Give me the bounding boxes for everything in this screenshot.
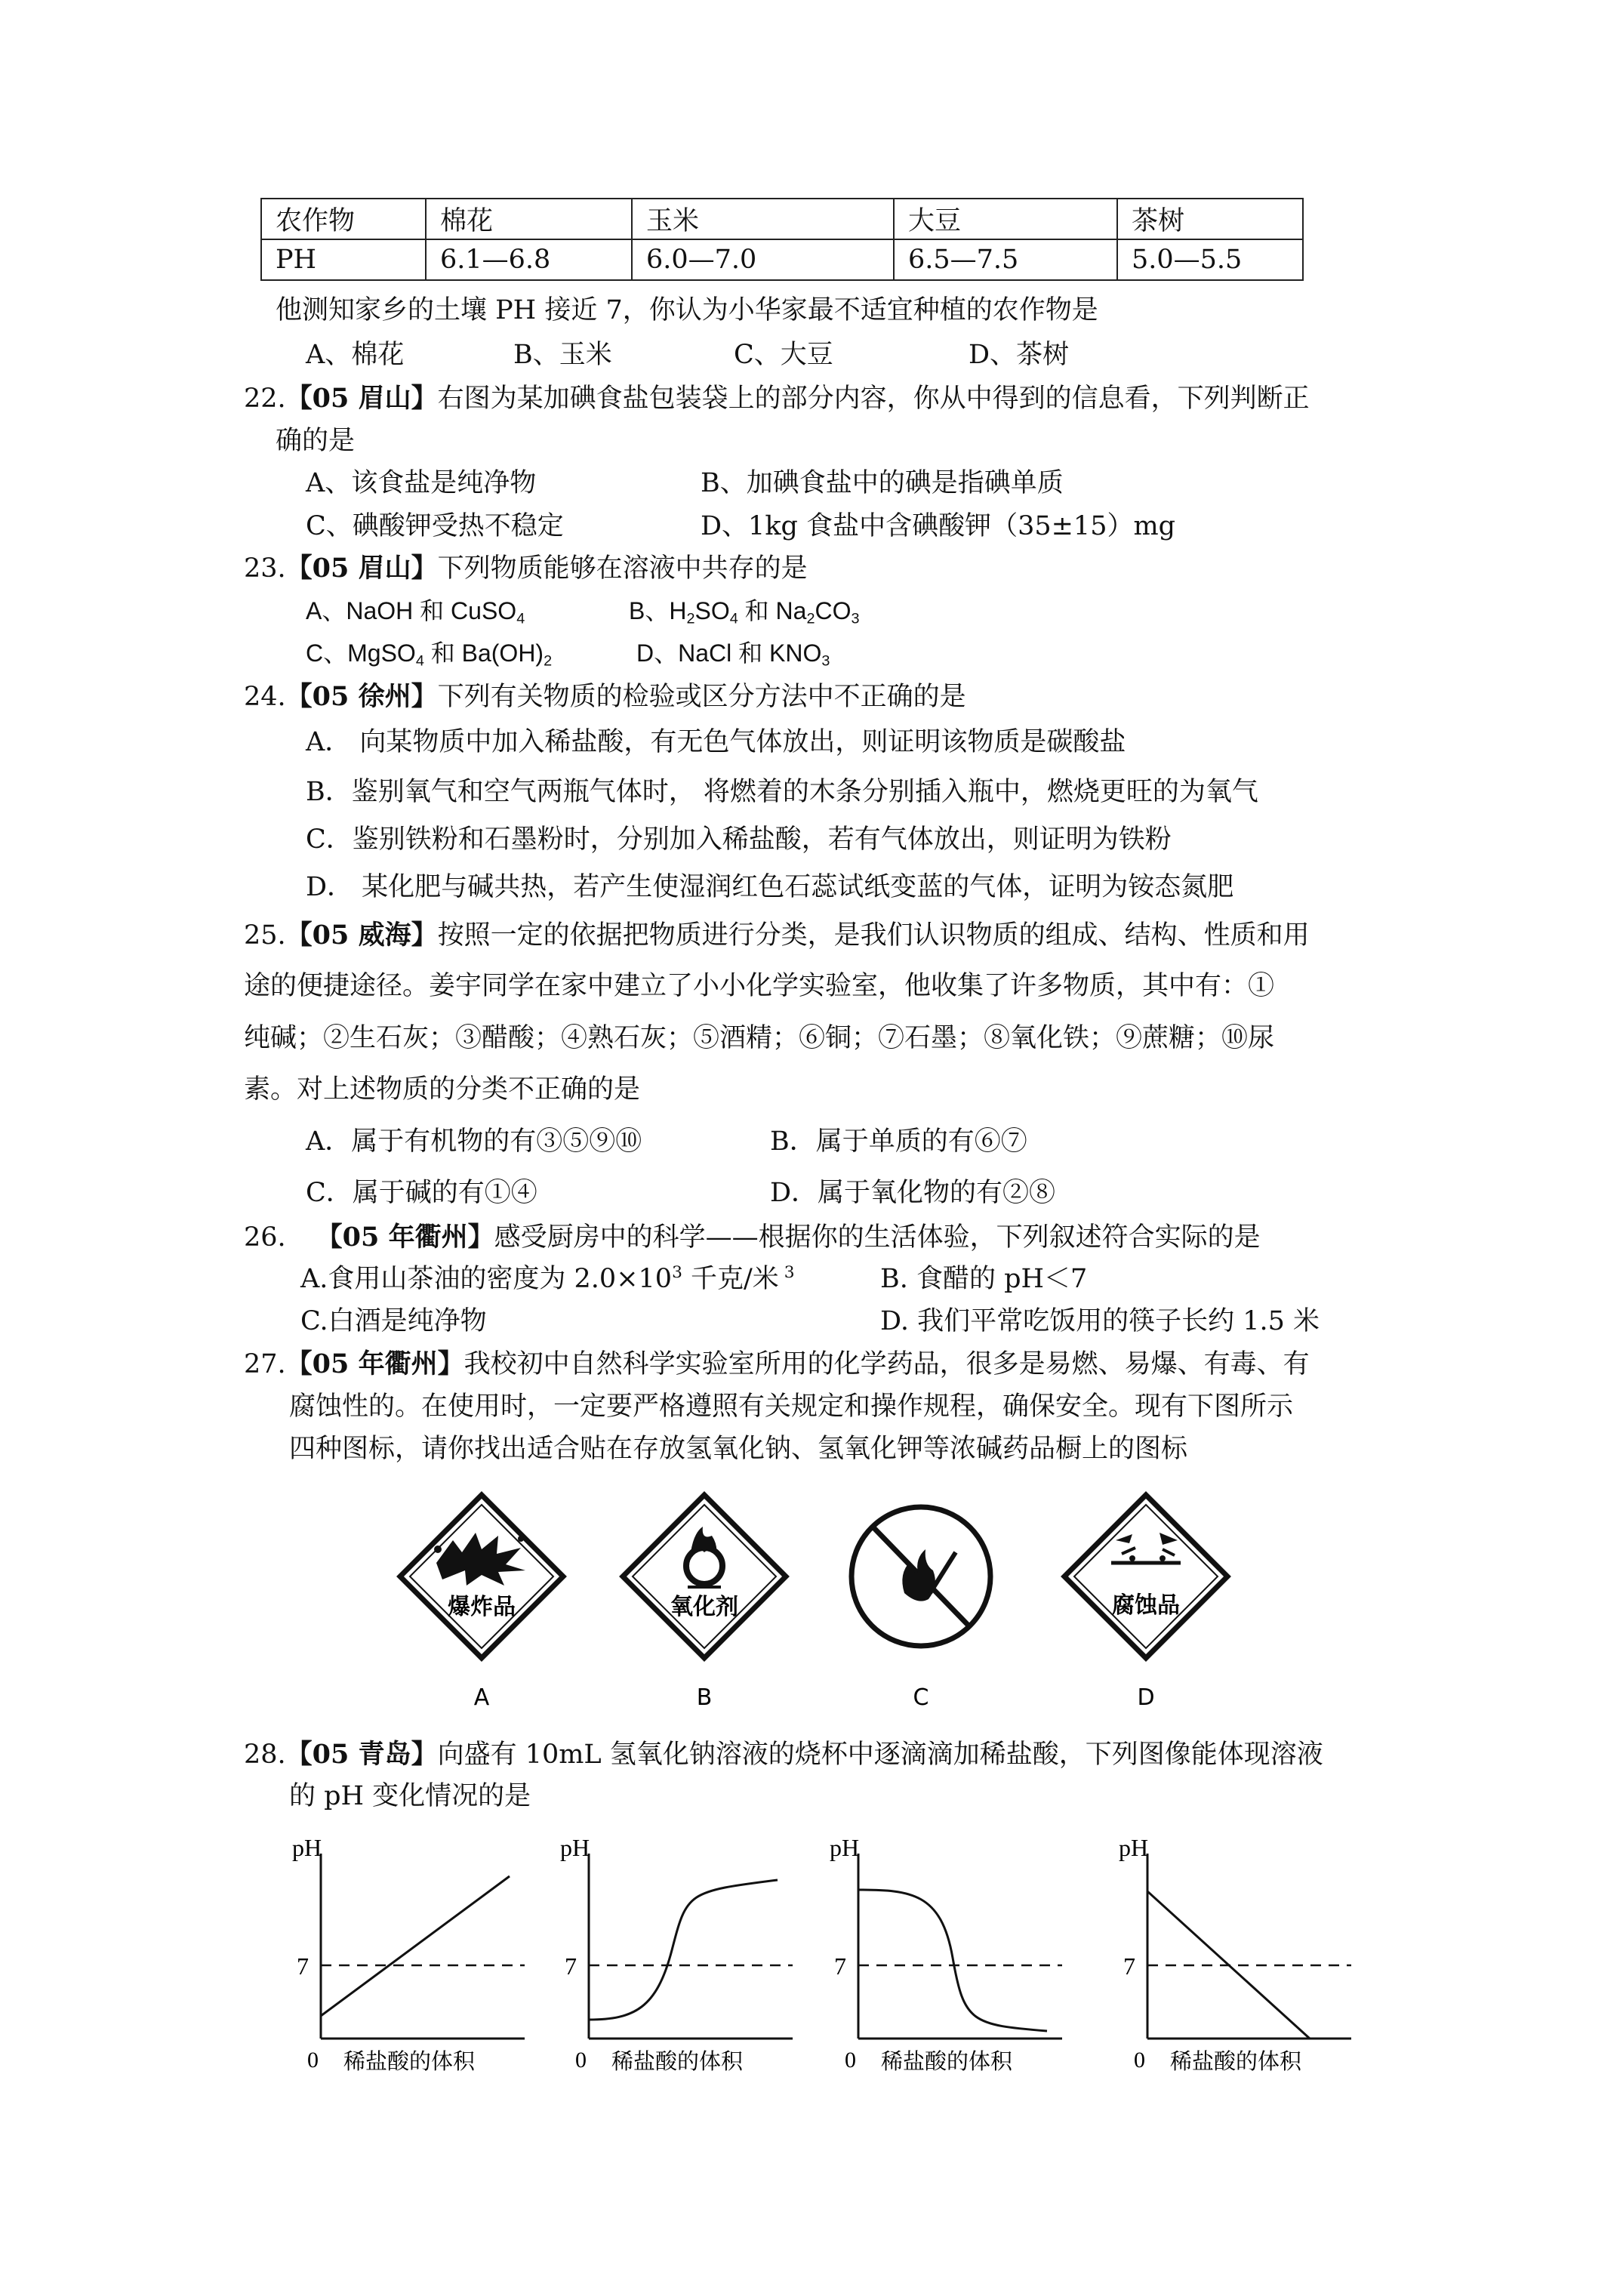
ph-curve: [858, 1890, 1047, 2031]
option-text: A.食用山茶油的密度为 2.0×10: [300, 1264, 673, 1294]
crop-ph-table: [260, 198, 1304, 281]
q25-line2: 途的便捷途径。姜宇同学在家中建立了小小化学实验室，他收集了许多物质，其中有：①: [244, 971, 1275, 1001]
explosive-sign: [400, 1495, 563, 1711]
q23-line1: [244, 553, 808, 584]
table-cell: 5.0—5.5: [1117, 239, 1303, 280]
origin-label: 0: [845, 2048, 856, 2073]
q21-text: 他测知家乡的土壤 PH 接近 7，你认为小华家最不适宜种植的农作物是: [276, 295, 1098, 325]
q25-option-b: B．属于单质的有⑥⑦: [770, 1126, 1027, 1157]
table-cell: 6.1—6.8: [426, 239, 632, 280]
table-row: [261, 239, 1303, 280]
x-axis-label: 稀盐酸的体积: [611, 2048, 744, 2074]
subscript: 4: [415, 652, 424, 670]
formula-text: D、NaCl 和 KNO: [636, 639, 822, 667]
table-cell: PH: [261, 239, 426, 280]
q27-line3: 四种图标，请你找出适合贴在存放氢氧化钠、氢氧化钾等浓碱药品橱上的图标: [289, 1434, 1188, 1464]
q23-option-b: [629, 596, 860, 626]
table-cell: 6.0—7.0: [632, 239, 894, 280]
sign-letter: A: [473, 1684, 490, 1711]
question-number: 27.: [244, 1349, 286, 1379]
origin-label: 0: [307, 2048, 319, 2073]
question-source-tag: 【05 徐州】: [285, 681, 438, 712]
q21-option-b: B、玉米: [513, 340, 612, 370]
subscript: 2: [686, 610, 695, 627]
q23-option-c: [306, 638, 552, 668]
question-text: 向盛有 10mL 氢氧化钠溶液的烧杯中逐滴滴加稀盐酸，下列图像能体现溶液: [437, 1740, 1323, 1770]
q22-line1: [244, 384, 1310, 414]
no-fire-sign: [852, 1507, 990, 1711]
question-text: 我校初中自然科学实验室所用的化学药品，很多是易燃、易爆、有毒、有: [463, 1349, 1310, 1379]
q25-option-d: D．属于氧化物的有②⑧: [770, 1178, 1056, 1208]
oxidizer-sign: [623, 1495, 786, 1711]
question-number: 25.: [244, 920, 286, 951]
q28-line2: 的 pH 变化情况的是: [289, 1781, 531, 1811]
table-row: [261, 199, 1303, 239]
tick-label-7: 7: [297, 1952, 309, 1980]
formula-text: 和 Na: [738, 597, 807, 624]
q27-line2: 腐蚀性的。在使用时，一定要严格遵照有关规定和操作规程，确保安全。现有下图所示: [289, 1391, 1294, 1422]
question-text: 右图为某加碘食盐包装袋上的部分内容，你从中得到的信息看，下列判断正: [437, 384, 1310, 414]
y-axis-label: pH: [292, 1835, 322, 1861]
superscript: 3: [778, 1262, 795, 1282]
q21-option-a: A、棉花: [306, 340, 405, 370]
corrosive-icon: [1111, 1533, 1181, 1563]
q27-line1: [244, 1349, 1310, 1379]
formula-text: 和 Ba(OH): [423, 639, 544, 667]
question-number: 22.: [244, 384, 286, 414]
formula-text: C、MgSO: [306, 639, 416, 667]
q26-line1: [244, 1222, 1261, 1253]
explosive-icon: [434, 1533, 525, 1586]
table-cell: 6.5—7.5: [894, 239, 1117, 280]
ph-curve: [321, 1876, 510, 2016]
table-cell: 茶树: [1117, 199, 1303, 239]
formula-text: CO: [815, 597, 852, 624]
ph-graph-panel: [560, 1835, 793, 2074]
question-source-tag: 【05 眉山】: [285, 553, 438, 584]
table-cell: 大豆: [894, 199, 1117, 239]
table-cell: 玉米: [632, 199, 894, 239]
q23-option-a: [306, 596, 525, 626]
q25-option-c: C．属于碱的有①④: [306, 1178, 537, 1208]
question-number: 26.: [244, 1222, 286, 1253]
subscript: 3: [851, 610, 860, 627]
question-number: 28.: [244, 1740, 286, 1770]
x-axis-label: 稀盐酸的体积: [881, 2048, 1013, 2074]
q21-option-d: D、茶树: [969, 340, 1070, 370]
q26-option-d: D. 我们平常吃饭用的筷子长约 1.5 米: [880, 1306, 1320, 1336]
question-text: 下列有关物质的检验或区分方法中不正确的是: [437, 682, 966, 712]
sign-label: 腐蚀品: [1112, 1592, 1180, 1619]
q23-option-d: [636, 638, 830, 668]
formula-text: A、NaOH 和 CuSO: [306, 597, 517, 624]
x-axis-label: 稀盐酸的体积: [1170, 2048, 1302, 2074]
q25-line1: [244, 920, 1310, 951]
q26-option-a: [300, 1264, 795, 1294]
question-source-tag: 【05 年衢州】: [316, 1222, 494, 1253]
ph-graph-panel: [292, 1835, 525, 2074]
tick-label-7: 7: [1123, 1952, 1135, 1980]
subscript: 2: [544, 652, 553, 670]
q22-option-c: C、碘酸钾受热不稳定: [306, 511, 564, 541]
subscript: 2: [806, 610, 815, 627]
q24-option-d: D． 某化肥与碱共热，若产生使湿润红色石蕊试纸变蓝的气体，证明为铵态氮肥: [306, 872, 1234, 902]
corrosive-sign: [1064, 1495, 1227, 1711]
question-source-tag: 【05 眉山】: [285, 383, 438, 414]
q24-line1: [244, 682, 966, 712]
no-fire-icon: [902, 1549, 956, 1601]
q24-option-a: A． 向某物质中加入稀盐酸，有无色气体放出，则证明该物质是碳酸盐: [306, 727, 1126, 757]
hazard-signs: [393, 1480, 1261, 1714]
tick-label-7: 7: [565, 1952, 577, 1980]
sign-letter: B: [696, 1684, 713, 1711]
question-source-tag: 【05 青岛】: [285, 1739, 438, 1770]
table-cell: 农作物: [261, 199, 426, 239]
ph-curve: [589, 1880, 778, 2020]
q22-option-a: A、该食盐是纯净物: [306, 468, 537, 498]
question-text: 下列物质能够在溶液中共存的是: [437, 553, 808, 584]
q26-option-b: B. 食醋的 pH＜7: [880, 1264, 1088, 1294]
sign-letter: C: [913, 1684, 929, 1711]
q24-option-c: C．鉴别铁粉和石墨粉时，分别加入稀盐酸，若有气体放出，则证明为铁粉: [306, 824, 1172, 855]
x-axis-label: 稀盐酸的体积: [343, 2048, 476, 2074]
formula-text: SO: [694, 597, 730, 624]
oxidizer-icon: [686, 1527, 722, 1587]
q25-line3: 纯碱；②生石灰；③醋酸；④熟石灰；⑤酒精；⑥铜；⑦石墨；⑧氧化铁；⑨蔗糖；⑩尿: [244, 1023, 1275, 1053]
ph-graphs: [264, 1835, 1397, 2084]
sign-letter: D: [1137, 1684, 1155, 1711]
origin-label: 0: [575, 2048, 587, 2073]
formula-text: B、H: [629, 597, 687, 624]
subscript: 4: [729, 610, 738, 627]
ph-graph-panel: [830, 1835, 1062, 2074]
q26-option-c: C.白酒是纯净物: [300, 1306, 487, 1336]
origin-label: 0: [1134, 2048, 1145, 2073]
q22-line2: 确的是: [276, 426, 356, 456]
option-text: 千克/米: [682, 1264, 779, 1294]
sign-label: 爆炸品: [448, 1594, 516, 1620]
tick-label-7: 7: [834, 1952, 846, 1980]
q28-line1: [244, 1740, 1323, 1770]
table-cell: 棉花: [426, 199, 632, 239]
y-axis-label: pH: [1119, 1835, 1149, 1861]
subscript: 3: [821, 652, 830, 670]
y-axis-label: pH: [560, 1835, 590, 1861]
q21-option-c: C、大豆: [734, 340, 833, 370]
ph-graph-panel: [1119, 1835, 1351, 2074]
superscript: 3: [672, 1262, 682, 1282]
question-source-tag: 【05 年衢州】: [285, 1348, 464, 1379]
question-text: 感受厨房中的科学——根据你的生活体验，下列叙述符合实际的是: [494, 1222, 1261, 1253]
q25-line4: 素。对上述物质的分类不正确的是: [244, 1074, 641, 1105]
question-number: 23.: [244, 553, 286, 584]
q24-option-b: B．鉴别氧气和空气两瓶气体时， 将燃着的木条分别插入瓶中，燃烧更旺的为氧气: [306, 777, 1258, 807]
q22-option-d: D、1kg 食盐中含碘酸钾（35±15）mg: [701, 511, 1176, 541]
q22-option-b: B、加碘食盐中的碘是指碘单质: [701, 468, 1064, 498]
question-source-tag: 【05 威海】: [285, 920, 438, 951]
subscript: 4: [516, 610, 525, 627]
y-axis-label: pH: [830, 1835, 860, 1861]
q25-option-a: A．属于有机物的有③⑤⑨⑩: [306, 1126, 642, 1157]
question-number: 24.: [244, 682, 286, 712]
question-text: 按照一定的依据把物质进行分类，是我们认识物质的组成、结构、性质和用: [437, 920, 1310, 951]
sign-label: 氧化剂: [670, 1594, 738, 1620]
